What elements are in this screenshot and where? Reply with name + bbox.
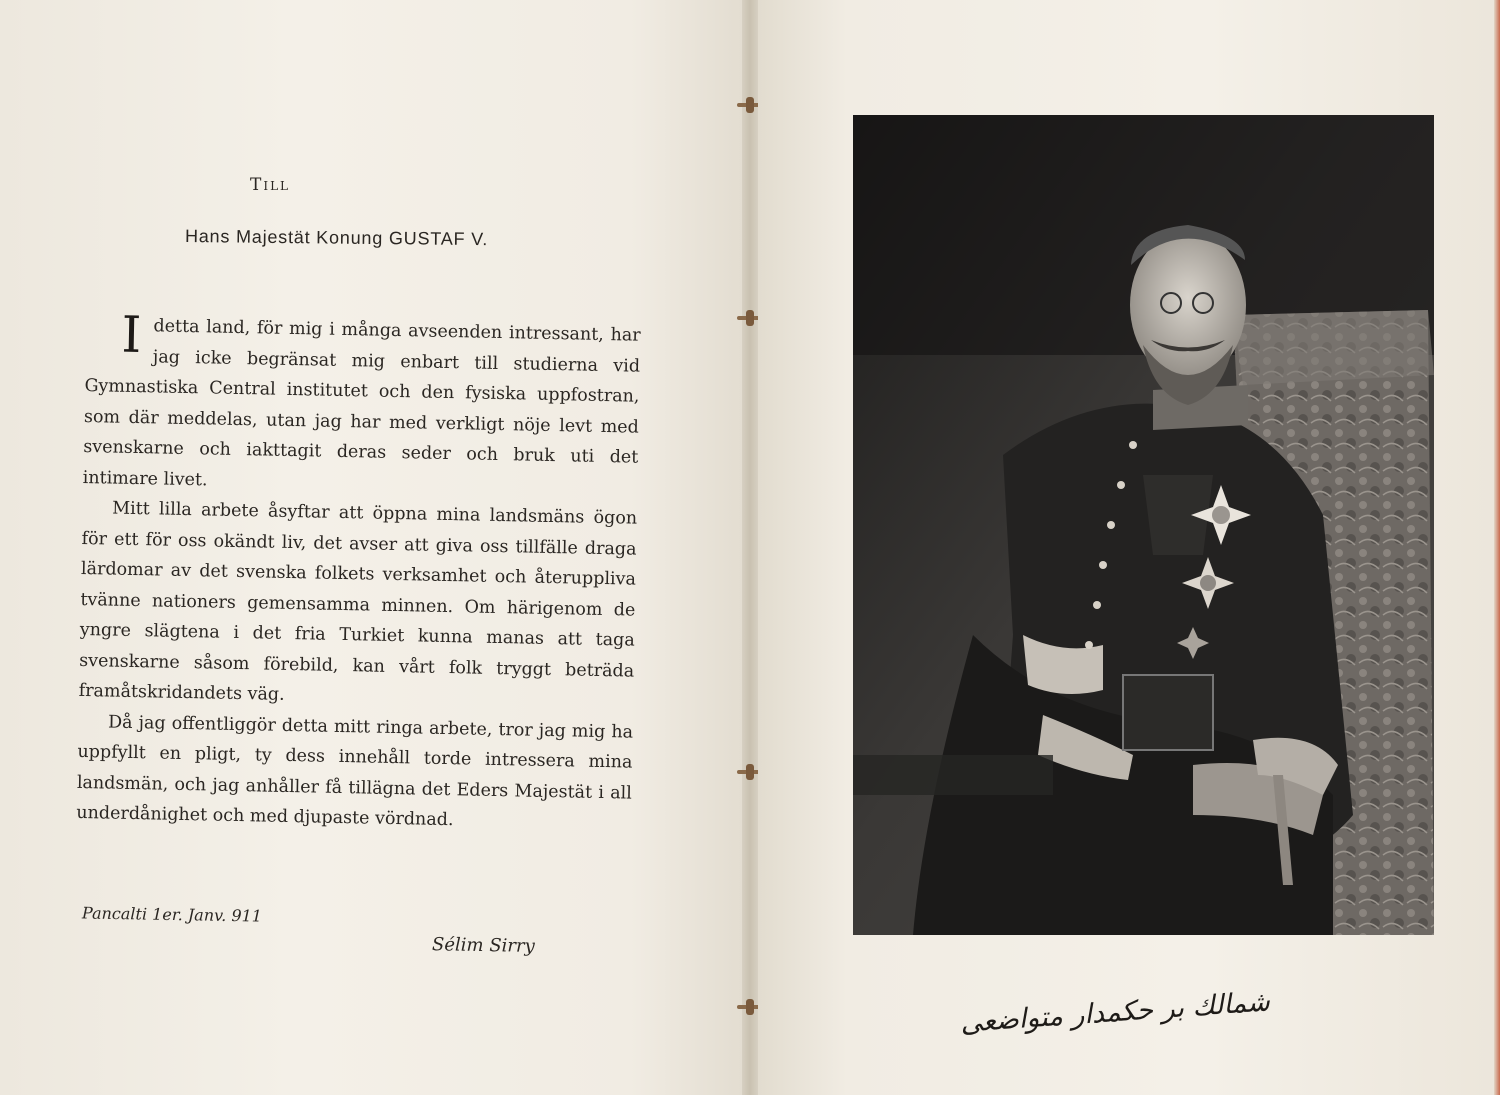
left-page [0, 0, 742, 1095]
dedicatee-line: Hans Majestät Konung GUSTAF V. [184, 226, 489, 250]
page-edge [1494, 0, 1500, 1095]
paragraph-1 [82, 305, 641, 504]
dedication-body [76, 305, 641, 839]
paragraph-2: Mitt lilla arbete åsyftar att öppna mina landsmäns ögon för ett för oss okändt liv, det avser att giva oss tillfälle draga lärdomar av det svenska folkets verksamhet och återuppliva tvänne nationers gemensamma minnen. Om härigenom de yngre slägtena i det fria Turkiet kunna manas att taga svenskarne såsom förebild, kan vårt folk tryggt beträda framåtskridandets väg. [78, 498, 638, 705]
paragraph-3: Då jag offentliggör detta mitt ringa arbete, tror jag mig ha uppfyllt en pligt, ty dess innehåll torde intressera mina landsmän, och jag anhåller få tillägna det Eders Majestät i all underdånighet och med djupaste vördnad. [76, 712, 634, 831]
drop-cap: I [120, 305, 142, 365]
paragraph-1-text: detta land, för mig i många avseenden intressant, har jag icke begränsat mig enbart till studierna vid Gymnastiska Central institutet och den fysiska uppfostran, som där meddelas, utan jag har med verkligt nöje levt med svenskarne och iakttagit deras seder och bruk uti det intimare livet. [82, 316, 641, 490]
portrait-illustration [853, 115, 1434, 935]
dedication-heading: Till [250, 175, 291, 195]
book-gutter [742, 0, 758, 1095]
place-date: Pancalti 1er. Janv. 911 [81, 903, 263, 926]
author-signature: Sélim Sirry [431, 934, 535, 957]
portrait-photograph [853, 115, 1434, 935]
ottoman-caption: شمالك بر حكمدار متواضعى [959, 986, 1271, 1039]
